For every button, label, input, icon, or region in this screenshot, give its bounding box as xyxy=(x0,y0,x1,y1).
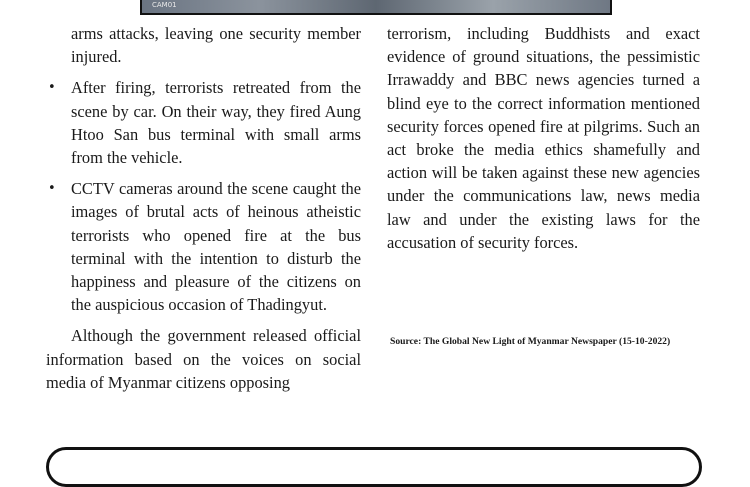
left-column xyxy=(46,22,361,394)
continued-bullet-text: arms attacks, leaving one security member injured. xyxy=(71,24,361,67)
bullet-item xyxy=(46,76,361,169)
source-citation: Source: The Global New Light of Myanmar Newspaper (15-10-2022) xyxy=(390,336,671,347)
bullet-icon: • xyxy=(48,181,56,197)
bullet-text: After firing, terrorists retreated from the scene by car. On their way, they fired Aung Htoo San bus terminal with small arms from the vehicle. xyxy=(71,78,361,168)
bullet-text: CCTV cameras around the scene caught the images of brutal acts of heinous atheistic terrorists who opened fire at the bus terminal with the intention to disturb the happiness and pleasure of the citizens on the auspicious occasion of Thadingyut. xyxy=(71,179,361,315)
photo-timestamp: CAM01 xyxy=(152,1,177,9)
next-section-frame xyxy=(46,447,702,487)
bullet-list xyxy=(46,76,361,316)
body-paragraph-continued: terrorism, including Buddhists and exact evidence of ground situations, the pessimistic Irrawaddy and BBC news agencies turned a blind eye to the correct information mentioned security forces opened fire at pilgrims. Such an act broke the media ethics shamefully and action will be taken against these new agencies under the communications law, news media law and under the existing laws for the accusation of security forces. xyxy=(387,24,700,252)
cctv-photo xyxy=(140,0,612,15)
bullet-icon: • xyxy=(48,80,56,96)
right-column xyxy=(387,22,700,254)
bullet-item xyxy=(46,177,361,316)
body-paragraph: Although the government released official information based on the voices on social media of Myanmar citizens opposing xyxy=(46,326,361,392)
